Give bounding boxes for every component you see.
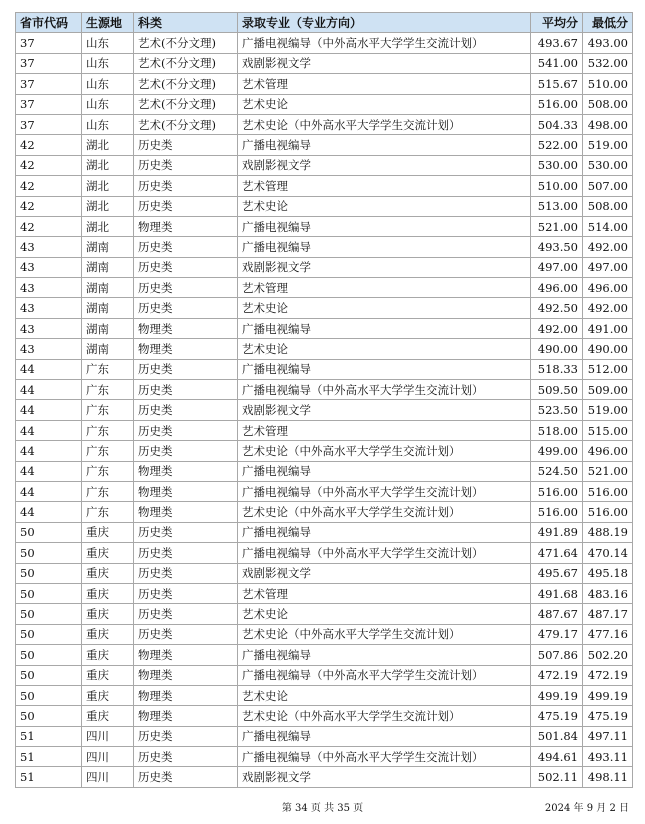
cell-major: 艺术史论 <box>238 339 531 359</box>
cell-category: 物理类 <box>134 645 238 665</box>
cell-category: 物理类 <box>134 318 238 338</box>
table-row <box>16 237 633 257</box>
cell-category: 艺术(不分文理) <box>134 94 238 114</box>
cell-category: 历史类 <box>134 176 238 196</box>
cell-major: 广播电视编导 <box>238 726 531 746</box>
cell-major: 艺术史论 <box>238 604 531 624</box>
cell-province-code: 42 <box>16 216 82 236</box>
cell-minimum-score: 514.00 <box>583 216 633 236</box>
header-major: 录取专业（专业方向） <box>238 13 531 33</box>
table-row <box>16 481 633 501</box>
cell-average-score: 521.00 <box>531 216 583 236</box>
cell-average-score: 513.00 <box>531 196 583 216</box>
table-row <box>16 114 633 134</box>
cell-minimum-score: 516.00 <box>583 502 633 522</box>
cell-major: 戏剧影视文学 <box>238 767 531 787</box>
cell-province-code: 43 <box>16 318 82 338</box>
cell-origin: 重庆 <box>82 685 134 705</box>
header-origin: 生源地 <box>82 13 134 33</box>
cell-average-score: 491.89 <box>531 522 583 542</box>
cell-average-score: 507.86 <box>531 645 583 665</box>
cell-province-code: 42 <box>16 135 82 155</box>
table-row <box>16 665 633 685</box>
cell-minimum-score: 502.20 <box>583 645 633 665</box>
cell-category: 历史类 <box>134 604 238 624</box>
cell-origin: 湖南 <box>82 318 134 338</box>
cell-category: 历史类 <box>134 624 238 644</box>
cell-category: 物理类 <box>134 685 238 705</box>
cell-average-score: 516.00 <box>531 94 583 114</box>
cell-category: 物理类 <box>134 216 238 236</box>
cell-major: 广播电视编导（中外高水平大学学生交流计划） <box>238 665 531 685</box>
table-row <box>16 563 633 583</box>
cell-province-code: 44 <box>16 359 82 379</box>
cell-major: 戏剧影视文学 <box>238 400 531 420</box>
cell-category: 艺术(不分文理) <box>134 33 238 53</box>
cell-province-code: 43 <box>16 298 82 318</box>
cell-major: 艺术史论（中外高水平大学学生交流计划） <box>238 624 531 644</box>
table-row <box>16 257 633 277</box>
cell-major: 艺术史论 <box>238 94 531 114</box>
cell-origin: 四川 <box>82 767 134 787</box>
cell-origin: 广东 <box>82 420 134 440</box>
cell-province-code: 50 <box>16 583 82 603</box>
cell-minimum-score: 495.18 <box>583 563 633 583</box>
cell-minimum-score: 497.11 <box>583 726 633 746</box>
cell-origin: 重庆 <box>82 563 134 583</box>
cell-province-code: 42 <box>16 176 82 196</box>
table-row <box>16 604 633 624</box>
cell-minimum-score: 510.00 <box>583 74 633 94</box>
cell-origin: 重庆 <box>82 543 134 563</box>
cell-minimum-score: 477.16 <box>583 624 633 644</box>
cell-major: 艺术史论 <box>238 685 531 705</box>
cell-origin: 湖南 <box>82 298 134 318</box>
cell-minimum-score: 509.00 <box>583 380 633 400</box>
cell-category: 历史类 <box>134 237 238 257</box>
cell-major: 戏剧影视文学 <box>238 53 531 73</box>
cell-origin: 重庆 <box>82 706 134 726</box>
cell-category: 物理类 <box>134 461 238 481</box>
table-row <box>16 216 633 236</box>
cell-major: 广播电视编导 <box>238 237 531 257</box>
cell-province-code: 51 <box>16 747 82 767</box>
cell-category: 历史类 <box>134 563 238 583</box>
page-number: 第 34 页 共 35 页 <box>281 803 364 814</box>
table-row <box>16 747 633 767</box>
cell-category: 历史类 <box>134 767 238 787</box>
cell-major: 艺术史论 <box>238 298 531 318</box>
table-row <box>16 176 633 196</box>
cell-province-code: 37 <box>16 53 82 73</box>
cell-minimum-score: 519.00 <box>583 135 633 155</box>
table-row <box>16 522 633 542</box>
table-row <box>16 767 633 787</box>
cell-category: 历史类 <box>134 278 238 298</box>
cell-category: 物理类 <box>134 665 238 685</box>
table-row <box>16 583 633 603</box>
cell-category: 历史类 <box>134 726 238 746</box>
cell-major: 广播电视编导 <box>238 135 531 155</box>
admission-scores-table <box>15 12 633 788</box>
cell-province-code: 43 <box>16 278 82 298</box>
cell-minimum-score: 499.19 <box>583 685 633 705</box>
cell-origin: 广东 <box>82 380 134 400</box>
table-row <box>16 400 633 420</box>
cell-province-code: 50 <box>16 543 82 563</box>
cell-minimum-score: 496.00 <box>583 441 633 461</box>
cell-minimum-score: 508.00 <box>583 196 633 216</box>
cell-average-score: 497.00 <box>531 257 583 277</box>
cell-category: 历史类 <box>134 400 238 420</box>
cell-major: 艺术史论（中外高水平大学学生交流计划） <box>238 441 531 461</box>
cell-average-score: 516.00 <box>531 502 583 522</box>
cell-province-code: 37 <box>16 74 82 94</box>
cell-origin: 重庆 <box>82 624 134 644</box>
cell-average-score: 499.19 <box>531 685 583 705</box>
cell-category: 历史类 <box>134 155 238 175</box>
cell-origin: 重庆 <box>82 665 134 685</box>
cell-minimum-score: 515.00 <box>583 420 633 440</box>
cell-major: 艺术史论（中外高水平大学学生交流计划） <box>238 114 531 134</box>
cell-origin: 湖南 <box>82 237 134 257</box>
table-row <box>16 94 633 114</box>
cell-origin: 湖北 <box>82 196 134 216</box>
cell-major: 戏剧影视文学 <box>238 257 531 277</box>
cell-major: 艺术史论（中外高水平大学学生交流计划） <box>238 706 531 726</box>
cell-category: 历史类 <box>134 196 238 216</box>
cell-province-code: 37 <box>16 94 82 114</box>
cell-average-score: 518.00 <box>531 420 583 440</box>
table-row <box>16 543 633 563</box>
cell-province-code: 50 <box>16 685 82 705</box>
cell-average-score: 494.61 <box>531 747 583 767</box>
cell-origin: 四川 <box>82 726 134 746</box>
cell-province-code: 44 <box>16 380 82 400</box>
cell-minimum-score: 532.00 <box>583 53 633 73</box>
cell-minimum-score: 490.00 <box>583 339 633 359</box>
cell-category: 物理类 <box>134 706 238 726</box>
cell-origin: 四川 <box>82 747 134 767</box>
cell-major: 艺术史论（中外高水平大学学生交流计划） <box>238 502 531 522</box>
cell-province-code: 51 <box>16 726 82 746</box>
cell-origin: 山东 <box>82 114 134 134</box>
cell-category: 历史类 <box>134 747 238 767</box>
cell-minimum-score: 483.16 <box>583 583 633 603</box>
cell-province-code: 50 <box>16 665 82 685</box>
cell-origin: 广东 <box>82 481 134 501</box>
cell-category: 历史类 <box>134 522 238 542</box>
cell-minimum-score: 475.19 <box>583 706 633 726</box>
cell-average-score: 515.67 <box>531 74 583 94</box>
cell-category: 历史类 <box>134 298 238 318</box>
table-row <box>16 339 633 359</box>
cell-province-code: 50 <box>16 604 82 624</box>
cell-origin: 山东 <box>82 53 134 73</box>
cell-minimum-score: 498.11 <box>583 767 633 787</box>
cell-minimum-score: 492.00 <box>583 237 633 257</box>
cell-major: 广播电视编导（中外高水平大学学生交流计划） <box>238 380 531 400</box>
cell-origin: 重庆 <box>82 604 134 624</box>
cell-category: 历史类 <box>134 359 238 379</box>
cell-category: 历史类 <box>134 420 238 440</box>
cell-minimum-score: 488.19 <box>583 522 633 542</box>
table-row <box>16 706 633 726</box>
cell-average-score: 490.00 <box>531 339 583 359</box>
cell-province-code: 44 <box>16 441 82 461</box>
cell-minimum-score: 470.14 <box>583 543 633 563</box>
cell-major: 广播电视编导 <box>238 461 531 481</box>
table-body <box>16 33 633 787</box>
cell-average-score: 491.68 <box>531 583 583 603</box>
cell-minimum-score: 516.00 <box>583 481 633 501</box>
cell-minimum-score: 492.00 <box>583 298 633 318</box>
cell-origin: 湖南 <box>82 257 134 277</box>
table-row <box>16 685 633 705</box>
cell-average-score: 530.00 <box>531 155 583 175</box>
cell-province-code: 50 <box>16 645 82 665</box>
header-row <box>16 13 633 33</box>
cell-average-score: 502.11 <box>531 767 583 787</box>
cell-minimum-score: 497.00 <box>583 257 633 277</box>
table-row <box>16 380 633 400</box>
cell-category: 历史类 <box>134 543 238 563</box>
cell-average-score: 522.00 <box>531 135 583 155</box>
table-row <box>16 624 633 644</box>
cell-major: 艺术管理 <box>238 74 531 94</box>
cell-category: 历史类 <box>134 257 238 277</box>
cell-origin: 湖北 <box>82 216 134 236</box>
cell-average-score: 493.50 <box>531 237 583 257</box>
table-row <box>16 74 633 94</box>
cell-province-code: 43 <box>16 237 82 257</box>
cell-origin: 山东 <box>82 94 134 114</box>
cell-origin: 山东 <box>82 33 134 53</box>
cell-average-score: 518.33 <box>531 359 583 379</box>
cell-minimum-score: 493.11 <box>583 747 633 767</box>
cell-major: 广播电视编导 <box>238 522 531 542</box>
cell-minimum-score: 508.00 <box>583 94 633 114</box>
cell-minimum-score: 487.17 <box>583 604 633 624</box>
table-row <box>16 53 633 73</box>
cell-origin: 湖北 <box>82 155 134 175</box>
cell-origin: 广东 <box>82 359 134 379</box>
table-row <box>16 359 633 379</box>
cell-average-score: 509.50 <box>531 380 583 400</box>
cell-origin: 广东 <box>82 461 134 481</box>
table-row <box>16 196 633 216</box>
table-row <box>16 298 633 318</box>
cell-province-code: 42 <box>16 155 82 175</box>
cell-major: 艺术管理 <box>238 420 531 440</box>
cell-average-score: 492.50 <box>531 298 583 318</box>
cell-province-code: 44 <box>16 400 82 420</box>
cell-average-score: 472.19 <box>531 665 583 685</box>
table-row <box>16 278 633 298</box>
cell-major: 艺术管理 <box>238 583 531 603</box>
cell-origin: 广东 <box>82 502 134 522</box>
cell-minimum-score: 512.00 <box>583 359 633 379</box>
cell-average-score: 487.67 <box>531 604 583 624</box>
cell-province-code: 44 <box>16 461 82 481</box>
cell-origin: 重庆 <box>82 522 134 542</box>
cell-origin: 广东 <box>82 441 134 461</box>
cell-average-score: 493.67 <box>531 33 583 53</box>
cell-average-score: 510.00 <box>531 176 583 196</box>
cell-average-score: 524.50 <box>531 461 583 481</box>
table-row <box>16 318 633 338</box>
cell-province-code: 44 <box>16 502 82 522</box>
table-row <box>16 645 633 665</box>
cell-category: 艺术(不分文理) <box>134 114 238 134</box>
cell-province-code: 44 <box>16 420 82 440</box>
cell-major: 广播电视编导 <box>238 645 531 665</box>
cell-major: 广播电视编导（中外高水平大学学生交流计划） <box>238 747 531 767</box>
cell-average-score: 479.17 <box>531 624 583 644</box>
cell-province-code: 50 <box>16 624 82 644</box>
cell-origin: 广东 <box>82 400 134 420</box>
cell-province-code: 43 <box>16 257 82 277</box>
cell-origin: 湖北 <box>82 176 134 196</box>
cell-category: 历史类 <box>134 380 238 400</box>
cell-major: 广播电视编导（中外高水平大学学生交流计划） <box>238 33 531 53</box>
cell-major: 广播电视编导 <box>238 359 531 379</box>
cell-province-code: 50 <box>16 706 82 726</box>
cell-province-code: 50 <box>16 522 82 542</box>
cell-major: 广播电视编导 <box>238 318 531 338</box>
cell-minimum-score: 472.19 <box>583 665 633 685</box>
cell-minimum-score: 507.00 <box>583 176 633 196</box>
cell-category: 物理类 <box>134 339 238 359</box>
cell-province-code: 50 <box>16 563 82 583</box>
cell-category: 历史类 <box>134 583 238 603</box>
header-category: 科类 <box>134 13 238 33</box>
cell-average-score: 541.00 <box>531 53 583 73</box>
cell-major: 艺术管理 <box>238 278 531 298</box>
header-minimum-score: 最低分 <box>583 13 633 33</box>
cell-average-score: 523.50 <box>531 400 583 420</box>
print-date: 2024 年 9 月 2 日 <box>544 803 629 814</box>
cell-category: 物理类 <box>134 481 238 501</box>
table-row <box>16 33 633 53</box>
cell-major: 广播电视编导（中外高水平大学学生交流计划） <box>238 543 531 563</box>
cell-major: 广播电视编导（中外高水平大学学生交流计划） <box>238 481 531 501</box>
cell-category: 物理类 <box>134 502 238 522</box>
cell-major: 艺术管理 <box>238 176 531 196</box>
table-row <box>16 726 633 746</box>
cell-province-code: 51 <box>16 767 82 787</box>
cell-minimum-score: 493.00 <box>583 33 633 53</box>
table-row <box>16 420 633 440</box>
cell-minimum-score: 498.00 <box>583 114 633 134</box>
cell-minimum-score: 530.00 <box>583 155 633 175</box>
cell-average-score: 501.84 <box>531 726 583 746</box>
cell-category: 历史类 <box>134 441 238 461</box>
cell-province-code: 37 <box>16 33 82 53</box>
cell-average-score: 471.64 <box>531 543 583 563</box>
cell-major: 戏剧影视文学 <box>238 563 531 583</box>
cell-origin: 重庆 <box>82 583 134 603</box>
cell-province-code: 43 <box>16 339 82 359</box>
cell-major: 艺术史论 <box>238 196 531 216</box>
table-row <box>16 502 633 522</box>
cell-minimum-score: 491.00 <box>583 318 633 338</box>
cell-minimum-score: 519.00 <box>583 400 633 420</box>
cell-origin: 重庆 <box>82 645 134 665</box>
cell-category: 艺术(不分文理) <box>134 53 238 73</box>
cell-major: 广播电视编导 <box>238 216 531 236</box>
header-average-score: 平均分 <box>531 13 583 33</box>
cell-average-score: 475.19 <box>531 706 583 726</box>
cell-origin: 山东 <box>82 74 134 94</box>
cell-minimum-score: 496.00 <box>583 278 633 298</box>
cell-province-code: 42 <box>16 196 82 216</box>
cell-average-score: 499.00 <box>531 441 583 461</box>
table-row <box>16 155 633 175</box>
cell-average-score: 516.00 <box>531 481 583 501</box>
header-province-code: 省市代码 <box>16 13 82 33</box>
cell-origin: 湖南 <box>82 278 134 298</box>
table-row <box>16 441 633 461</box>
cell-average-score: 496.00 <box>531 278 583 298</box>
cell-origin: 湖南 <box>82 339 134 359</box>
cell-category: 历史类 <box>134 135 238 155</box>
cell-origin: 湖北 <box>82 135 134 155</box>
cell-average-score: 495.67 <box>531 563 583 583</box>
cell-average-score: 504.33 <box>531 114 583 134</box>
cell-minimum-score: 521.00 <box>583 461 633 481</box>
table-row <box>16 135 633 155</box>
table-row <box>16 461 633 481</box>
cell-category: 艺术(不分文理) <box>134 74 238 94</box>
cell-average-score: 492.00 <box>531 318 583 338</box>
cell-province-code: 37 <box>16 114 82 134</box>
cell-major: 戏剧影视文学 <box>238 155 531 175</box>
table-header <box>16 13 633 33</box>
cell-province-code: 44 <box>16 481 82 501</box>
